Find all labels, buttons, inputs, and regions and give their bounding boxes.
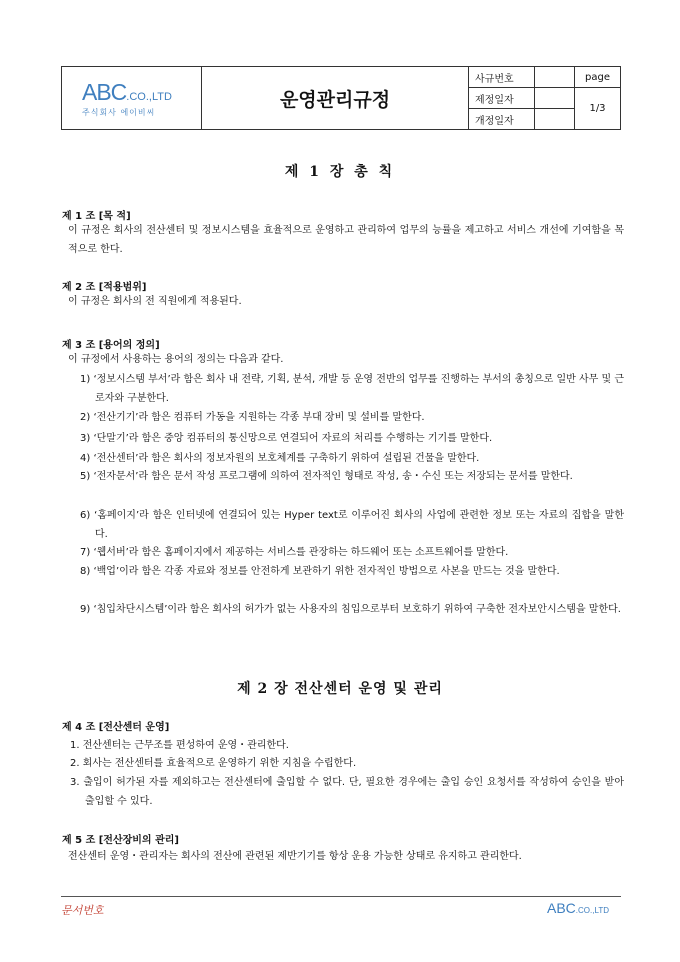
definition-item: 6) ‘홈페이지’라 함은 인터넷에 연결되어 있는 Hyper text로 이루어진 회사의 사업에 관련한 정보 또는 자료의 집합을 말한다. xyxy=(80,510,624,540)
document-number-label: 문서번호 xyxy=(61,904,104,917)
company-logo xyxy=(62,67,202,129)
definition-item: 5) ‘전자문서’라 함은 문서 작성 프로그램에 의하여 전자적인 형태로 작성, 송・수신 또는 저장되는 문서를 말한다. xyxy=(80,471,573,482)
footer-logo-suffix: .CO.,LTD xyxy=(575,906,609,915)
enacted-date-label: 제정일자 xyxy=(469,88,535,109)
revised-date-label: 개정일자 xyxy=(469,109,535,129)
footer-divider xyxy=(61,896,621,897)
definition-item: 8) ‘백업’이라 함은 각종 자료와 정보를 안전하게 보관하기 위한 전자적인 방법으로 사본을 만드는 것을 말한다. xyxy=(80,566,560,577)
definition-item: 7) ‘웹서버’라 함은 홈페이지에서 제공하는 서비스를 관장하는 하드웨어 또는 소프트웨어를 말한다. xyxy=(80,547,509,558)
definition-item: 3) ‘단말기’라 함은 중앙 컴퓨터의 통신망으로 연결되어 자료의 처리를 수행하는 기기를 말한다. xyxy=(80,433,493,444)
definition-item: 1) ‘정보시스템 부서’라 함은 회사 내 전략, 기획, 분석, 개발 등 운영 전반의 업무를 진행하는 부서의 총칭으로 일반 사무 및 근로자와 구분한다. xyxy=(80,374,624,404)
article-1-heading: 제 1 조 [목 적] xyxy=(62,211,131,222)
definition-item: 2) ‘전산기기’라 함은 컴퓨터 가동을 지원하는 각종 부대 장비 및 설비를 말한다. xyxy=(80,412,425,423)
footer-logo xyxy=(547,900,609,916)
chapter-2-title: 제 2 장 전산센터 운영 및 관리 xyxy=(237,681,443,697)
article-3-heading: 제 3 조 [용어의 정의] xyxy=(62,340,160,351)
article-4-item: 1. 전산센터는 근무조를 편성하여 운영・관리한다. xyxy=(70,740,289,751)
logo-suffix: .CO.,LTD xyxy=(126,91,172,103)
enacted-date-value xyxy=(535,88,575,109)
logo-text: ABC xyxy=(82,79,127,105)
definition-item: 4) ‘전산센터’라 함은 회사의 정보자원의 보호체계를 구축하기 위하여 설립된 건물을 말한다. xyxy=(80,453,480,464)
article-5-body: 전산센터 운영・관리자는 회사의 전산에 관련된 제반기기를 항상 운용 가능한 상태로 유지하고 관리한다. xyxy=(68,851,522,862)
document-header xyxy=(61,66,621,130)
definition-item: 9) ‘침입차단시스템’이라 함은 회사의 허가가 없는 사용자의 침입으로부터 보호하기 위하여 구축한 전자보안시스템을 말한다. xyxy=(80,604,621,615)
article-2-heading: 제 2 조 [적용범위] xyxy=(62,282,147,293)
logo-subtitle: 주식회사 에이비씨 xyxy=(82,108,156,117)
regulation-number-label: 사규번호 xyxy=(469,67,535,88)
document-title: 운영관리규정 xyxy=(202,67,469,129)
article-5-heading: 제 5 조 [전산장비의 관리] xyxy=(62,835,179,846)
article-4-item: 2. 회사는 전산센터를 효율적으로 운영하기 위한 지침을 수립한다. xyxy=(70,758,357,769)
document-info-grid xyxy=(469,67,620,129)
page-label: page xyxy=(575,67,620,88)
article-3-intro: 이 규정에서 사용하는 용어의 정의는 다음과 같다. xyxy=(68,354,284,365)
revised-date-value xyxy=(535,109,575,129)
page-number: 1/3 xyxy=(589,103,606,114)
chapter-1-title: 제 1 장 총 칙 xyxy=(284,164,396,180)
article-4-heading: 제 4 조 [전산센터 운영] xyxy=(62,722,170,733)
regulation-number-value xyxy=(535,67,575,88)
article-1-body: 이 규정은 회사의 전산센터 및 정보시스템을 효율적으로 운영하고 관리하여 업무의 능률을 제고하고 서비스 개선에 기여함을 목적으로 한다. xyxy=(68,225,624,255)
article-4-item: 3. 출입이 허가된 자를 제외하고는 전산센터에 출입할 수 없다. 단, 필요한 경우에는 출입 승인 요청서를 작성하여 승인을 받아 출입할 수 있다. xyxy=(70,777,624,807)
footer-logo-text: ABC xyxy=(547,900,576,916)
article-2-body: 이 규정은 회사의 전 직원에게 적용된다. xyxy=(68,296,242,307)
